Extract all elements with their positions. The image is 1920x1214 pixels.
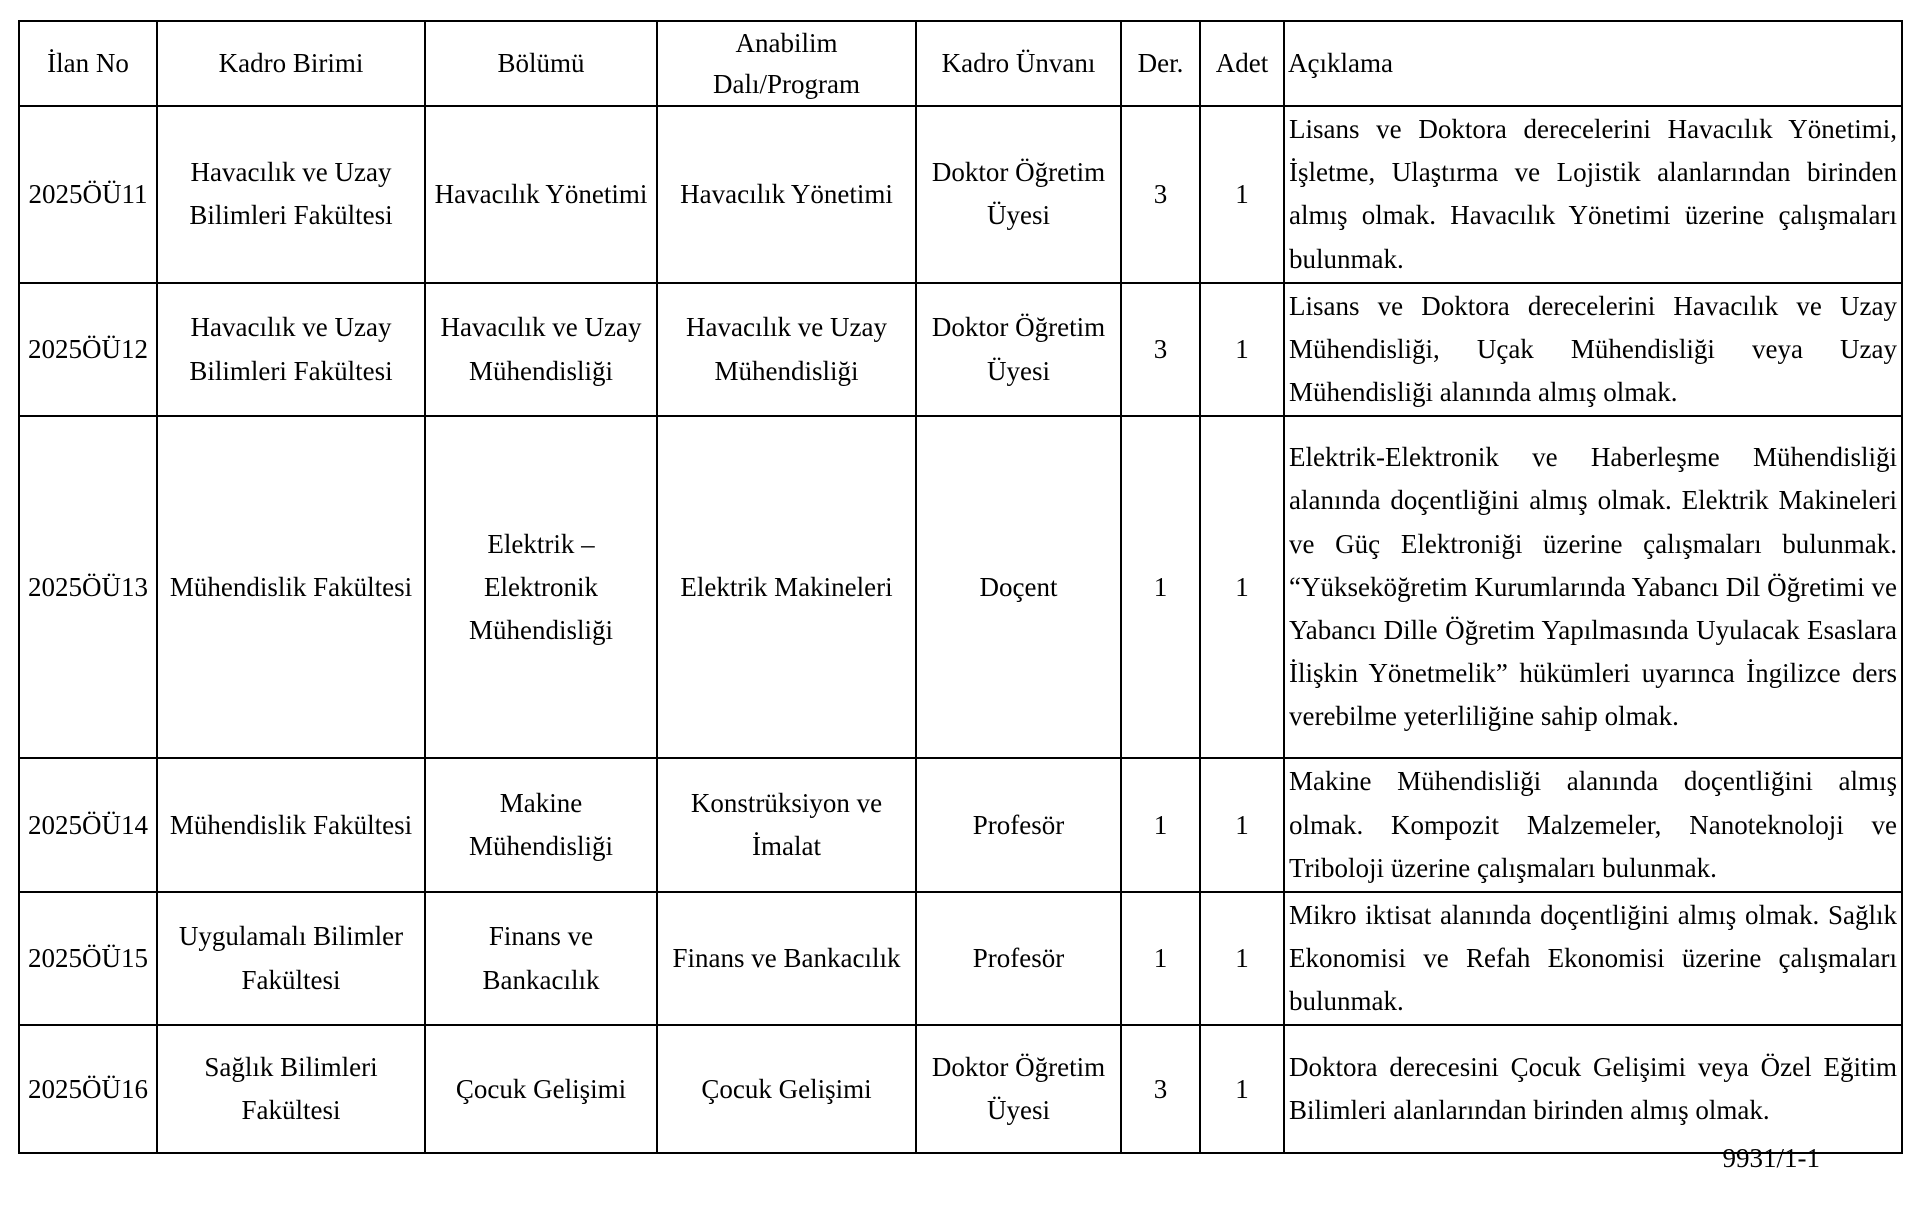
cell-kadro-unvani: Doçent [916,416,1121,758]
cell-adet: 1 [1200,416,1284,758]
cell-anabilim: Çocuk Gelişimi [657,1025,916,1153]
cell-anabilim: Havacılık Yönetimi [657,106,916,283]
cell-bolumu: Makine Mühendisliği [425,758,657,892]
header-bolumu: Bölümü [425,21,657,106]
header-ilan-no: İlan No [19,21,157,106]
ilan-table [18,20,1903,1154]
header-kadro-unvani: Kadro Ünvanı [916,21,1121,106]
cell-aciklama: Lisans ve Doktora derecelerini Havacılık Yönetimi, İşletme, Ulaştırma ve Lojistik alanlarından birinden almış olmak. Havacılık Yönetimi üzerine çalışmaları bulunmak. [1284,106,1902,283]
cell-adet: 1 [1200,283,1284,417]
header-anabilim: Anabilim Dalı/Program [657,21,916,106]
page-code: 9931/1-1 [1722,1143,1820,1173]
cell-ilan-no: 2025ÖÜ15 [19,892,157,1026]
header-aciklama: Açıklama [1284,21,1902,106]
cell-bolumu: Havacılık Yönetimi [425,106,657,283]
header-kadro-birimi: Kadro Birimi [157,21,425,106]
cell-ilan-no: 2025ÖÜ11 [19,106,157,283]
cell-kadro-birimi: Sağlık Bilimleri Fakültesi [157,1025,425,1153]
cell-bolumu: Çocuk Gelişimi [425,1025,657,1153]
cell-ilan-no: 2025ÖÜ16 [19,1025,157,1153]
cell-der: 1 [1121,758,1200,892]
cell-anabilim: Elektrik Makineleri [657,416,916,758]
cell-adet: 1 [1200,106,1284,283]
cell-kadro-birimi: Mühendislik Fakültesi [157,758,425,892]
cell-aciklama: Elektrik-Elektronik ve Haberleşme Mühendisliği alanında doçentliğini almış olmak. Elektrik Makineleri ve Güç Elektroniği üzerine çalışmaları bulunmak. “Yükseköğretim Kurumlarında Yabancı Dil Öğretimi ve Yabancı Dille Öğretim Yapılmasında Uyulacak Esaslara İlişkin Yönetmelik” hükümleri uyarınca İngilizce ders verebilme yeterliliğine sahip olmak. [1284,416,1902,758]
cell-bolumu: Elektrik – Elektronik Mühendisliği [425,416,657,758]
cell-anabilim: Finans ve Bankacılık [657,892,916,1026]
header-der: Der. [1121,21,1200,106]
cell-kadro-unvani: Profesör [916,758,1121,892]
cell-aciklama: Lisans ve Doktora derecelerini Havacılık ve Uzay Mühendisliği, Uçak Mühendisliği veya Uzay Mühendisliği alanında almış olmak. [1284,283,1902,417]
cell-aciklama: Mikro iktisat alanında doçentliğini almış olmak. Sağlık Ekonomisi ve Refah Ekonomisi üzerine çalışmaları bulunmak. [1284,892,1902,1026]
header-row [19,21,1902,106]
cell-bolumu: Havacılık ve Uzay Mühendisliği [425,283,657,417]
cell-ilan-no: 2025ÖÜ13 [19,416,157,758]
cell-adet: 1 [1200,1025,1284,1153]
cell-bolumu: Finans ve Bankacılık [425,892,657,1026]
header-adet: Adet [1200,21,1284,106]
cell-kadro-unvani: Doktor Öğretim Üyesi [916,106,1121,283]
cell-der: 1 [1121,892,1200,1026]
cell-ilan-no: 2025ÖÜ12 [19,283,157,417]
cell-anabilim: Konstrüksiyon ve İmalat [657,758,916,892]
cell-adet: 1 [1200,892,1284,1026]
table-row [19,892,1902,1026]
table-row [19,416,1902,758]
table-row [19,1025,1902,1153]
table-row [19,106,1902,283]
cell-kadro-birimi: Havacılık ve Uzay Bilimleri Fakültesi [157,283,425,417]
cell-der: 3 [1121,283,1200,417]
cell-aciklama: Doktora derecesini Çocuk Gelişimi veya Özel Eğitim Bilimleri alanlarından birinden almış olmak. [1284,1025,1902,1153]
cell-kadro-unvani: Profesör [916,892,1121,1026]
cell-kadro-unvani: Doktor Öğretim Üyesi [916,1025,1121,1153]
cell-der: 3 [1121,106,1200,283]
cell-anabilim: Havacılık ve Uzay Mühendisliği [657,283,916,417]
cell-ilan-no: 2025ÖÜ14 [19,758,157,892]
cell-der: 1 [1121,416,1200,758]
cell-kadro-birimi: Havacılık ve Uzay Bilimleri Fakültesi [157,106,425,283]
table-row [19,758,1902,892]
cell-kadro-birimi: Mühendislik Fakültesi [157,416,425,758]
cell-kadro-unvani: Doktor Öğretim Üyesi [916,283,1121,417]
cell-adet: 1 [1200,758,1284,892]
cell-der: 3 [1121,1025,1200,1153]
cell-kadro-birimi: Uygulamalı Bilimler Fakültesi [157,892,425,1026]
table-row [19,283,1902,417]
cell-aciklama: Makine Mühendisliği alanında doçentliğini almış olmak. Kompozit Malzemeler, Nanoteknoloji ve Triboloji üzerine çalışmaları bulunmak. [1284,758,1902,892]
